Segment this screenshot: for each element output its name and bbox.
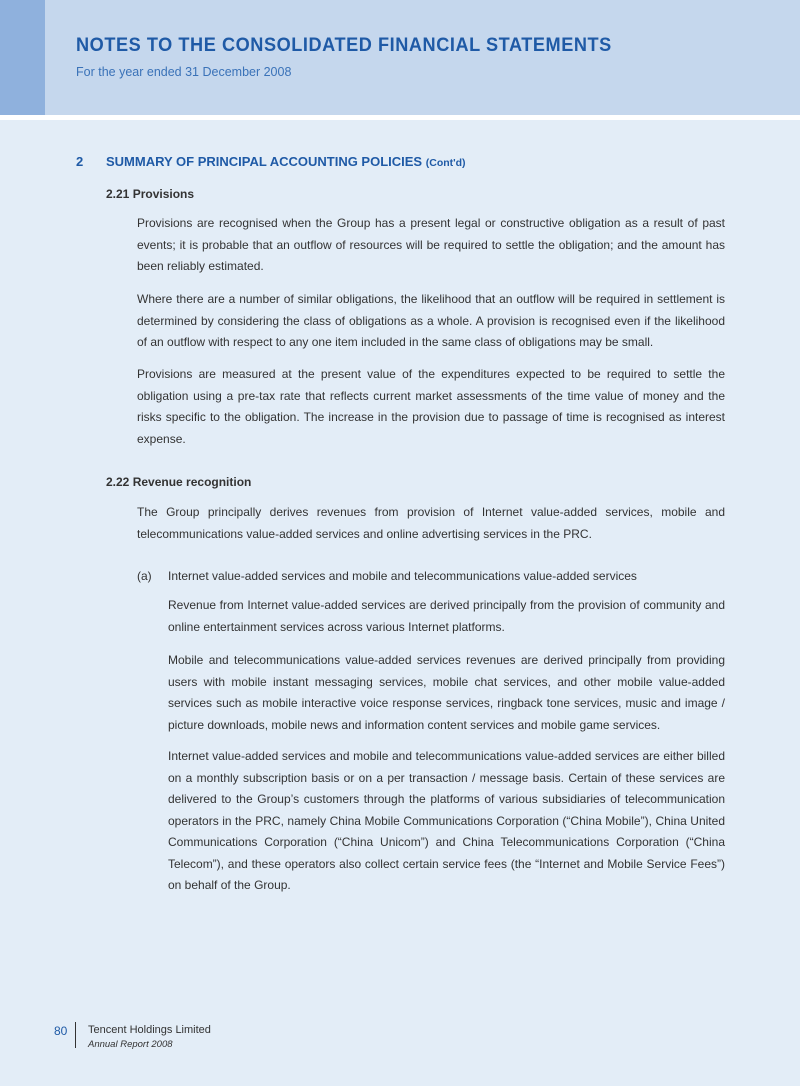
list-item-label: (a) xyxy=(137,569,152,583)
item-a-paragraph-3: Internet value-added services and mobile and telecommunications value-added services are either billed on a monthly subscription basis or on a per transaction / message basis. Certain of these services are delivered to the Group’s customers through the platforms of various subsidiaries of telecommunication operators in the PRC, namely China Mobile Communications Corporation (“China Mobile”), China United Communications Corporation (“China Unicom”) and China Telecommunications Corporation (“China Telecom”), and these operators also collect certain service fees (the “Internet and Mobile Service Fees”) on behalf of the Group. xyxy=(168,749,725,892)
header-band xyxy=(0,0,800,115)
header-accent-bar xyxy=(0,0,45,115)
footer-report: Annual Report 2008 xyxy=(88,1039,173,1050)
section-number: 2 xyxy=(76,154,84,169)
section-title: SUMMARY OF PRINCIPAL ACCOUNTING POLICIES xyxy=(106,154,423,169)
page-subtitle: For the year ended 31 December 2008 xyxy=(76,65,292,79)
page-title: NOTES TO THE CONSOLIDATED FINANCIAL STATEMENTS xyxy=(76,34,612,56)
provisions-heading: 2.21 Provisions xyxy=(106,187,195,201)
page-number: 80 xyxy=(54,1024,68,1038)
provisions-paragraph-3: Provisions are measured at the present value of the expenditures expected to be required to settle the obligation using a pre-tax rate that reflects current market assessments of the time value of money and the risks specific to the obligation. The increase in the provision due to passage of time is recognised as interest expense. xyxy=(137,367,725,446)
provisions-paragraph-2: Where there are a number of similar obligations, the likelihood that an outflow will be required in settlement is determined by considering the class of obligations as a whole. A provision is recognised even if the likelihood of an outflow with respect to any one item included in the same class of obligations may be small. xyxy=(137,292,725,349)
header-divider xyxy=(0,115,800,120)
section-contd: (Cont'd) xyxy=(425,157,466,169)
footer-company: Tencent Holdings Limited xyxy=(88,1024,211,1036)
revenue-heading: 2.22 Revenue recognition xyxy=(106,475,252,489)
section-heading xyxy=(76,154,466,169)
list-item-title: Internet value-added services and mobile and telecommunications value-added services xyxy=(168,569,637,583)
provisions-paragraph-1: Provisions are recognised when the Group has a present legal or constructive obligation as a result of past events; it is probable that an outflow of resources will be required to settle the obligation; and the amount has been reliably estimated. xyxy=(137,216,725,273)
footer-divider xyxy=(75,1022,76,1048)
item-a-paragraph-2: Mobile and telecommunications value-added services revenues are derived principally from providing users with mobile instant messaging services, mobile chat services, and other mobile value-added services such as mobile interactive voice response services, ringback tone services, music and image / picture downloads, mobile news and information content services and mobile game services. xyxy=(168,653,725,732)
revenue-intro: The Group principally derives revenues from provision of Internet value-added services, mobile and telecommunications value-added services and online advertising services in the PRC. xyxy=(137,505,725,541)
item-a-paragraph-1: Revenue from Internet value-added services are derived principally from the provision of community and online entertainment services across various Internet platforms. xyxy=(168,598,725,634)
